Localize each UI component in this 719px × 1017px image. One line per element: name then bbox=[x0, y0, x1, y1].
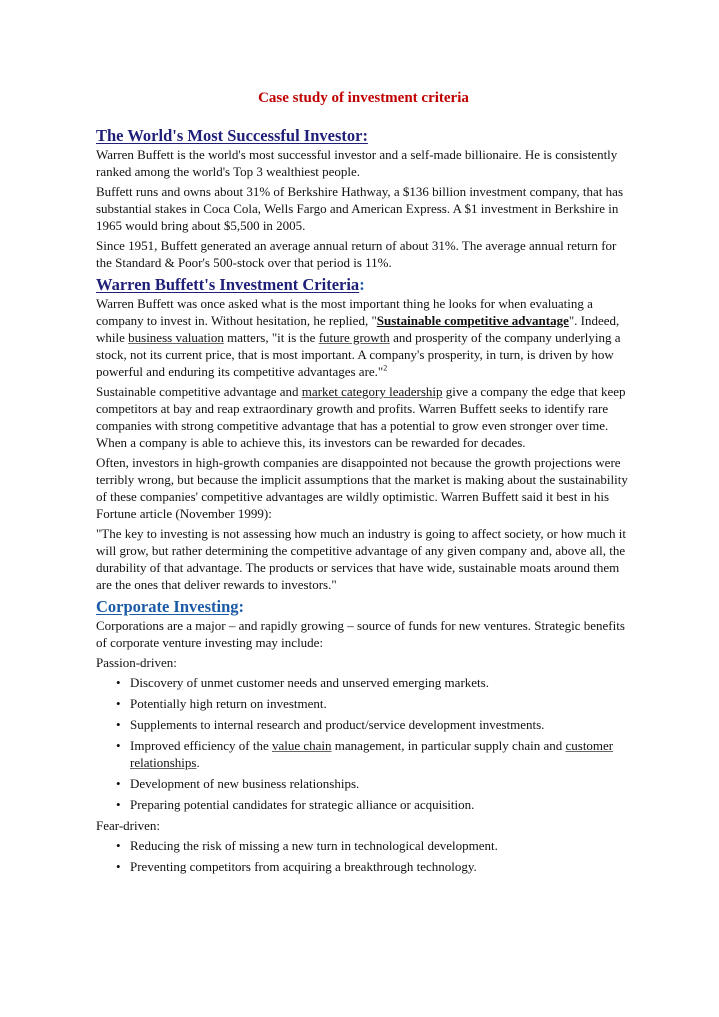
link-future-growth[interactable]: future growth bbox=[318, 330, 390, 345]
list-label-passion: Passion-driven: bbox=[96, 655, 177, 670]
list-item: • Discovery of unmet customer needs and unserved emerging markets. bbox=[130, 674, 631, 691]
paragraph: Buffett runs and owns about 31% of Berkshire Hathway, a $136 billion investment company, that has substantial stakes in Coca Cola, Wells Fargo and American Express. A $1 investment in Berkshire in 1965 would bring about $5,500 in 2005. bbox=[96, 184, 624, 233]
paragraph: Warren Buffett is the world's most successful investor and a self-made billionaire. He is consistently ranked among the world's Top 3 wealthiest people. bbox=[96, 147, 618, 179]
link-business-valuation[interactable]: business valuation bbox=[128, 330, 224, 345]
link-market-category-leadership[interactable]: market category leadership bbox=[301, 384, 443, 399]
list-label-fear: Fear-driven: bbox=[96, 818, 160, 833]
passion-list bbox=[96, 674, 631, 813]
list-item: • Reducing the risk of missing a new turn in technological development. bbox=[130, 837, 631, 854]
list-item: • Supplements to internal research and product/service development investments. bbox=[130, 716, 631, 733]
list-item: • Development of new business relationships. bbox=[130, 775, 631, 792]
document-page bbox=[96, 88, 631, 879]
section-heading-successful-investor: The World's Most Successful Investor: bbox=[96, 126, 368, 145]
fear-list bbox=[96, 837, 631, 875]
footnote-ref[interactable]: 2 bbox=[383, 363, 388, 373]
paragraph: Warren Buffett was once asked what is the most important thing he looks for when evaluating a company to invest in. Without hesitation, he replied, "Sustainable competitive advantage". Indeed, while business valuation matters, "it is the future growth and prosperity of the company underlying a stock, not its current price, that is most important. A company's prosperity, in turn, is driven by how powerful and enduring its competitive advantages are."$^2$ bbox=[96, 296, 621, 379]
paragraph: Sustainable competitive advantage and market category leadership give a company the edge that keep competitors at bay and reap extraordinary growth and profits. Warren Buffett seeks to identify rare companies with strong competitive advantage that has a potential to grow even stronger over time. When a company is able to achieve this, its investors can be rewarded for decades. bbox=[96, 384, 626, 450]
paragraph: Corporations are a major – and rapidly growing – source of funds for new ventures. Strategic benefits of corporate venture investing may include: bbox=[96, 618, 625, 650]
section-heading-investment-criteria: Warren Buffett's Investment Criteria: bbox=[96, 275, 365, 294]
paragraph: Often, investors in high-growth companies are disappointed not because the growth projections were terribly wrong, but because the implicit assumptions that the market is making about the sustainability of these companies' competitive advantages are wildly optimistic. Warren Buffett said it best in his Fortune article (November 1999): bbox=[96, 455, 628, 521]
document-title: Case study of investment criteria bbox=[258, 90, 469, 106]
link-customer-relationships[interactable]: customer relationships bbox=[130, 738, 614, 770]
quote-paragraph: "The key to investing is not assessing how much an industry is going to affect society, or how much it will grow, but rather determining the competitive advantage of any given company and, above all, the durability of that advantage. The products or services that have wide, sustainable moats around them are the ones that deliver rewards to investors." bbox=[96, 526, 626, 592]
link-sustainable-competitive-advantage[interactable]: Sustainable competitive advantage bbox=[376, 313, 569, 328]
list-item: • Potentially high return on investment. bbox=[130, 695, 631, 712]
section-heading-corporate-investing: Corporate Investing: bbox=[96, 597, 245, 616]
list-item: • Improved efficiency of the value chain management, in particular supply chain and customer relationships. bbox=[130, 737, 631, 771]
list-item: • Preparing potential candidates for strategic alliance or acquisition. bbox=[130, 796, 631, 813]
link-value-chain[interactable]: value chain bbox=[271, 738, 332, 753]
paragraph: Since 1951, Buffett generated an average annual return of about 31%. The average annual return for the Standard & Poor's 500-stock over that period is 11%. bbox=[96, 238, 617, 270]
list-item: • Preventing competitors from acquiring a breakthrough technology. bbox=[130, 858, 631, 875]
